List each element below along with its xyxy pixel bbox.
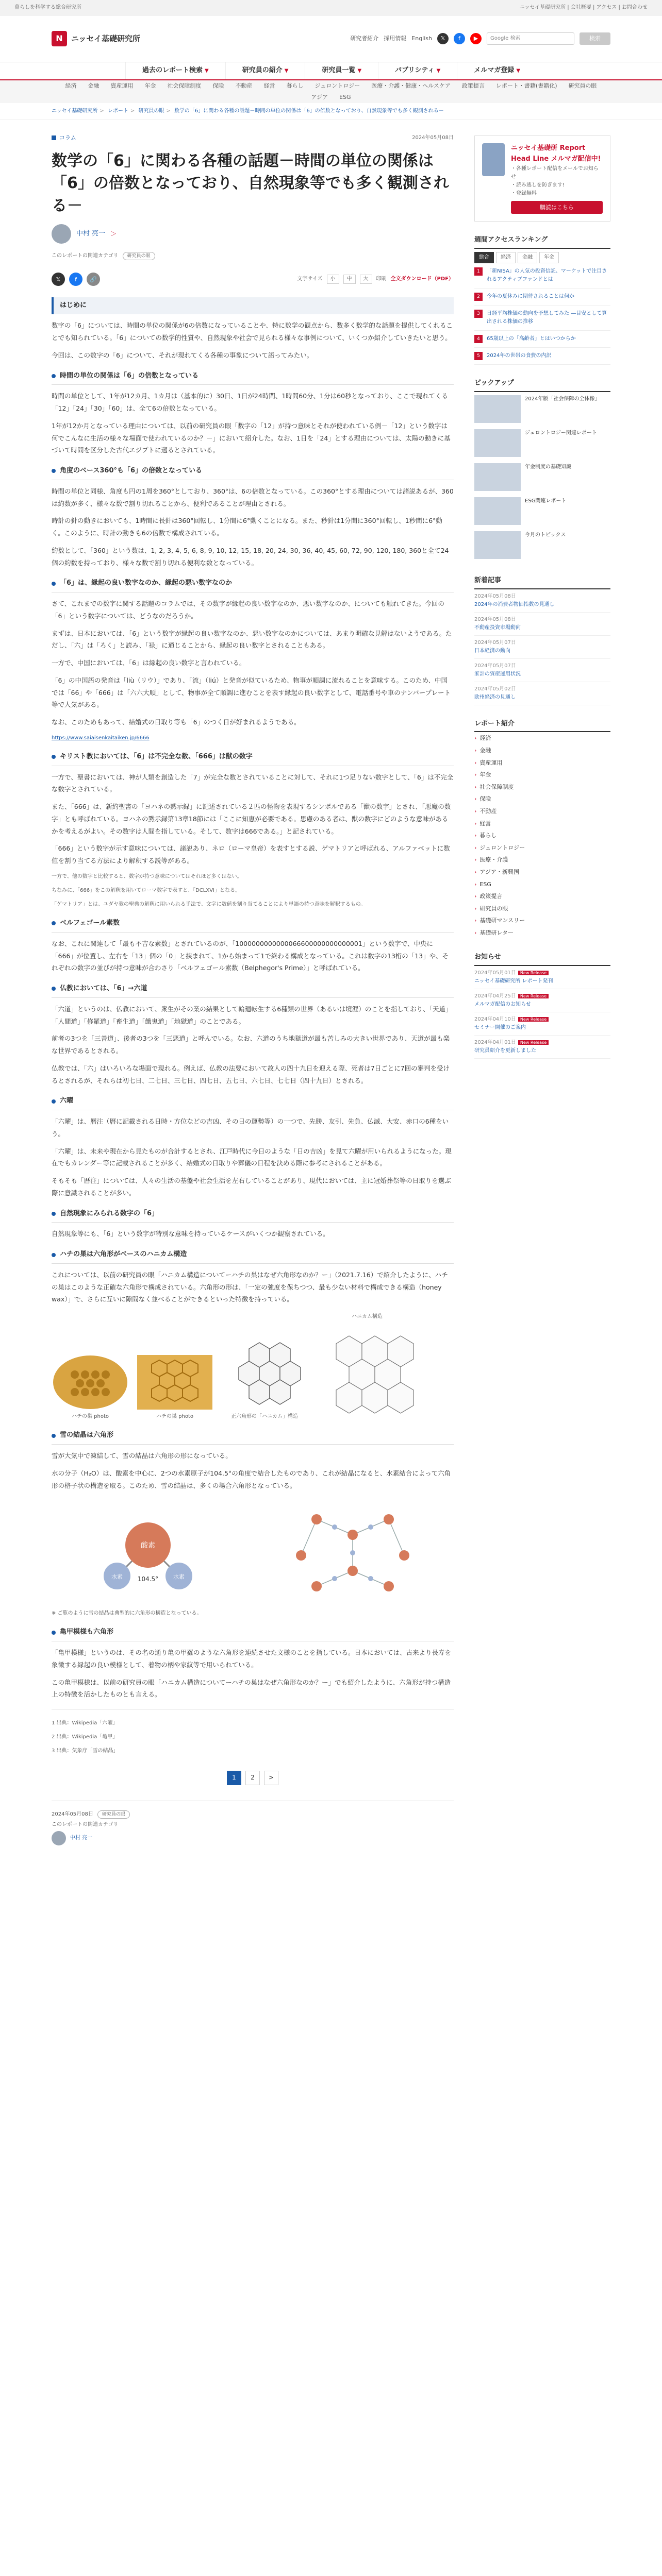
hexagon-pattern-icon — [221, 1338, 308, 1411]
chevron-down-icon: ▼ — [436, 67, 441, 74]
subnav-item[interactable]: 経済 — [65, 82, 77, 90]
page-title: 数学の「6」に関わる各種の話題－時間の単位の関係は「6」の倍数となっており、自然現象等でも多く観測される－ — [52, 151, 449, 215]
gnav-publicity[interactable]: パブリシティ ▼ — [378, 62, 457, 79]
share-link-icon[interactable]: 🔗 — [87, 273, 100, 286]
pickup-item[interactable]: ジェロントロジー関連レポート — [474, 426, 610, 460]
subnav-item[interactable]: 資産運用 — [110, 82, 134, 90]
bullet-icon — [52, 1253, 56, 1257]
pickup-item[interactable]: 2024年版「社会保障の全体像」 — [474, 392, 610, 426]
ranking-item[interactable]: 3 日経平均株価の動向を予想してみた ―目安として算出される株価の推移 — [474, 306, 610, 331]
gnav-researchers[interactable]: 研究員の紹介 ▼ — [225, 62, 305, 79]
author-name[interactable]: 中村 亮一 — [76, 229, 106, 238]
pickup-heading: ピックアップ — [474, 378, 610, 392]
figure-hexagon-caption: 正六角形の「ハニカム」構造 — [221, 1338, 308, 1421]
hydrogen-label-left: 水素 — [111, 1573, 123, 1581]
gnav-mailmagazine[interactable]: メルマガ登録 ▼ — [457, 62, 537, 79]
gnav-researcher-list[interactable]: 研究員一覧 ▼ — [305, 62, 378, 79]
search-label: Google 検索 — [490, 36, 521, 41]
subsection-heading: ハチの巣は六角形がベースのハニカム構造 — [52, 1249, 454, 1264]
subsection-heading: 角度のベース360°も「6」の倍数となっている — [52, 466, 454, 480]
figure-note: ※ ご覧のように雪の結晶は典型的に六角形の構造となっている。 — [52, 1611, 202, 1617]
report-category[interactable]: › 研究員の眼 — [474, 905, 508, 912]
footnote: 「ゲマトリア」とは、ユダヤ教の聖典の解釈に用いられる手法で、文字に数値を割り当てることにより単語の持つ意味を解釈するもの。 — [52, 901, 366, 907]
breadcrumb-home[interactable]: ニッセイ基礎研究所 — [52, 108, 98, 114]
subsection-heading: 仏教においては、「6」→六道 — [52, 984, 454, 998]
ice-lattice-diagram — [286, 1499, 420, 1602]
news-item[interactable]: 2024年05月08日 不動産投資市場動向 — [474, 613, 610, 636]
report-category[interactable]: › ジェロントロジー — [474, 844, 525, 851]
subsection-heading: 六曜 — [52, 1096, 454, 1110]
subnav-item[interactable]: レポート・書籍(書籍化) — [495, 82, 557, 90]
print-button[interactable]: 印刷 — [376, 276, 387, 282]
subnav-item[interactable]: ジェロントロジー — [315, 82, 360, 90]
font-size-small[interactable]: 小 — [327, 275, 339, 284]
subnav-item[interactable]: アジア — [311, 94, 328, 101]
water-molecule-figures — [52, 1499, 454, 1602]
global-nav — [0, 62, 662, 80]
ranking-item[interactable]: 1 「新NISA」の人気の投資信託、マーケットで注目されるアクティブファンドとは — [474, 263, 610, 289]
section-heading: はじめに — [52, 297, 454, 314]
bullet-icon — [52, 582, 56, 586]
font-size-large[interactable]: 大 — [360, 275, 372, 284]
subnav-item[interactable]: 不動産 — [235, 82, 253, 90]
avatar — [52, 1831, 66, 1845]
ranking-item[interactable]: 5 2024年の世帯の食費の内訳 — [474, 348, 610, 365]
ranking-item[interactable]: 4 65歳以上の「高齢者」とはいつからか — [474, 331, 610, 348]
reference-link[interactable]: https://www.saiaisenkaitaiken.jp/6666 — [52, 735, 150, 741]
topbar — [0, 0, 662, 15]
mailmagazine-banner[interactable]: ニッセイ基礎研 Report Head Line メルマガ配信中! ・各種レポート配信をメールでお知らせ ・読み逃しを防ぎます! ・登録無料 購読はこちら — [474, 135, 610, 222]
logo-mark-icon: N — [52, 31, 67, 46]
category-pill[interactable]: 研究員の眼 — [123, 252, 155, 260]
subsection-heading: キリスト教においては、「6」は不完全な数、「666」は獣の数字 — [52, 752, 454, 766]
page-2[interactable]: 2 — [245, 1771, 260, 1785]
figure-honeycomb-photo-1: ハチの巣 photo — [52, 1354, 129, 1421]
subsection-heading: 自然現象にみられる数字の「6」 — [52, 1209, 454, 1223]
chevron-down-icon: ▼ — [357, 67, 362, 74]
breadcrumb-report[interactable]: レポート — [107, 108, 128, 114]
breadcrumb-category[interactable]: 研究員の眼 — [138, 108, 164, 114]
related-category: このレポートの関連カテゴリ 研究員の眼 — [52, 252, 454, 260]
author[interactable] — [52, 224, 454, 244]
facebook-icon[interactable]: f — [454, 33, 465, 44]
subnav-item[interactable]: 金融 — [88, 82, 100, 90]
x-icon[interactable]: 𝕏 — [437, 33, 449, 44]
ranking-tab-finance[interactable]: 金融 — [518, 252, 537, 263]
honeycomb-photo-icon — [136, 1354, 213, 1411]
share-bar: 𝕏 f 🔗 文字サイズ 小 中 大 印刷 全文ダウンロード（PDF） — [52, 273, 454, 286]
chevron-down-icon: ▼ — [516, 67, 521, 74]
youtube-icon[interactable]: ▶ — [470, 33, 482, 44]
search-button[interactable]: 検索 — [580, 32, 610, 45]
report-category[interactable]: › 暮らし — [474, 832, 497, 839]
category-square-icon — [52, 135, 56, 140]
footnote: 一方で、他の数字と比較すると、数字が持つ意味についてはそれほど多くはない。 — [52, 873, 242, 879]
subsection-heading: 時間の単位の関係は「6」の倍数となっている — [52, 371, 454, 385]
report-category[interactable]: › 医療・介護 — [474, 856, 508, 863]
news-item[interactable]: 2024年05月08日 2024年の消費者物価指数の見通し — [474, 589, 610, 613]
avatar — [52, 224, 71, 244]
header-link-researchers[interactable]: 研究者紹介 — [350, 35, 379, 42]
bullet-icon — [52, 1212, 56, 1216]
bullet-icon — [52, 755, 56, 759]
notice-item[interactable]: 2024年04月10日 New Release セミナー開催のご案内 — [474, 1012, 610, 1036]
report-category[interactable]: › 保険 — [474, 795, 491, 803]
notice-item[interactable]: 2024年05月01日 New Release ニッセイ基礎研究所 レポート発刊 — [474, 966, 610, 989]
sub-nav — [0, 80, 662, 103]
bullet-icon — [52, 987, 56, 991]
subscribe-button[interactable]: 購読はこちら — [511, 201, 603, 214]
share-x-icon[interactable]: 𝕏 — [52, 273, 65, 286]
sidebar — [474, 120, 610, 1848]
report-category[interactable]: › アジア・新興国 — [474, 868, 519, 875]
subnav-item[interactable]: ESG — [339, 94, 351, 101]
ranking-tab-economy[interactable]: 経済 — [496, 252, 516, 263]
page-1[interactable]: 1 — [227, 1771, 241, 1785]
chevron-down-icon: ▼ — [205, 67, 209, 74]
ranking-tab-pension[interactable]: 年金 — [539, 252, 559, 263]
news-item[interactable]: 2024年05月07日 家計の資産運用状況 — [474, 659, 610, 682]
subnav-item[interactable]: 社会保障制度 — [167, 82, 202, 90]
bullet-icon — [52, 1434, 56, 1438]
article-end-info: 2024年05月08日 研究員の眼 このレポートの関連カテゴリ 中村 亮一 — [52, 1801, 454, 1845]
report-category[interactable]: › ESG — [474, 880, 491, 888]
header-link-recruit[interactable]: 採用情報 — [384, 35, 407, 42]
honeycomb-photo-icon — [52, 1354, 129, 1411]
bond-angle-label: 104.5° — [137, 1575, 158, 1583]
breadcrumb: ニッセイ基礎研究所 > レポート > 研究員の眼 > 数学の「6」に関わる各種の話題－時間の単位の関係は「6」の倍数となっており、自然現象等でも多く観測される－ — [0, 103, 662, 120]
figure-honeycomb-photo-2: ハチの巣 photo — [136, 1354, 213, 1421]
pdf-download-button[interactable]: 全文ダウンロード（PDF） — [390, 276, 454, 282]
site-logo[interactable] — [52, 31, 140, 46]
author-name[interactable]: 中村 亮一 — [70, 1835, 93, 1841]
font-size-medium[interactable]: 中 — [343, 275, 356, 284]
report-category[interactable]: › 基礎研マンスリー — [474, 917, 525, 924]
ranking-item[interactable]: 2 今年の夏休みに期待されることは何か — [474, 289, 610, 306]
pagination — [52, 1771, 454, 1785]
subnav-item[interactable]: 保険 — [212, 82, 224, 90]
honeycomb-3d-icon — [316, 1323, 419, 1421]
ranking-heading: 週間アクセスランキング — [474, 235, 610, 249]
header-link-english[interactable]: English — [411, 35, 432, 42]
report-category[interactable]: › 経済 — [474, 735, 491, 742]
report-category[interactable]: › 社会保障制度 — [474, 783, 514, 790]
subsection-heading: 雪の結晶は六角形 — [52, 1430, 454, 1445]
report-category[interactable]: › 不動産 — [474, 807, 497, 815]
chevron-down-icon: ▼ — [284, 67, 289, 74]
magazine-illustration — [482, 143, 505, 176]
reports-heading: レポート紹介 — [474, 719, 610, 733]
honeycomb-figures — [52, 1313, 454, 1421]
report-category[interactable]: › 基礎研レター — [474, 929, 514, 936]
subnav-item[interactable]: 政策提言 — [461, 82, 485, 90]
water-molecule-diagram — [86, 1499, 210, 1602]
subnav-item[interactable]: 暮らし — [286, 82, 304, 90]
logo-text: ニッセイ基礎研究所 — [71, 34, 140, 43]
header-right — [350, 32, 610, 45]
article-date: 2024年05月08日 — [412, 134, 454, 141]
subsection-heading: 「6」は、縁起の良い数字なのか、縁起の悪い数字なのか — [52, 578, 454, 592]
pickup-item[interactable]: ESG関連レポート — [474, 494, 610, 528]
site-header — [0, 15, 662, 62]
report-category[interactable]: › 資産運用 — [474, 759, 503, 766]
subnav-item[interactable]: 医療・介護・健康・ヘルスケア — [371, 82, 451, 90]
search-input[interactable] — [487, 32, 574, 45]
topbar-links[interactable]: ニッセイ基礎研究所 | 会社概要 | アクセス | お問合わせ — [519, 4, 648, 10]
notice-item[interactable]: 2024年04月25日 New Release メルマガ配信のお知らせ — [474, 989, 610, 1012]
pickup-item[interactable]: 年金制度の基礎知識 — [474, 460, 610, 494]
figure-honeycomb-structure: ハニカム構造 — [316, 1313, 419, 1421]
oxygen-label: 酸素 — [140, 1541, 155, 1550]
report-category[interactable]: › 経営 — [474, 820, 491, 827]
report-category[interactable]: › 政策提言 — [474, 893, 503, 900]
topbar-tagline: 暮らしを科学する総合研究所 — [14, 4, 81, 10]
news-item[interactable]: 2024年05月02日 欧州経済の見通し — [474, 682, 610, 705]
footnotes: 1 出典：Wikipedia「六曜」 2 出典：Wikipedia「亀甲」 3 出典：気象庁「雪の結晶」 — [52, 1709, 454, 1755]
subnav-item[interactable]: 経営 — [263, 82, 275, 90]
share-facebook-icon[interactable]: f — [69, 273, 82, 286]
report-category[interactable]: › 年金 — [474, 771, 491, 778]
pickup-item[interactable]: 今月のトピックス — [474, 528, 610, 562]
subsection-heading: 亀甲模様も六角形 — [52, 1627, 454, 1641]
notice-heading: お知らせ — [474, 952, 610, 966]
bullet-icon — [52, 374, 56, 378]
article-category[interactable]: コラム — [52, 133, 76, 143]
breadcrumb-current: 数学の「6」に関わる各種の話題－時間の単位の関係は「6」の倍数となっており、自然現象等でも多く観測される－ — [174, 108, 444, 114]
page-next[interactable]: > — [264, 1771, 278, 1785]
report-category[interactable]: › 金融 — [474, 747, 491, 754]
category-pill[interactable]: 研究員の眼 — [97, 1810, 130, 1819]
article-main: コラム 2024年05月08日 数学の「6」に関わる各種の話題－時間の単位の関係は「6」の倍数となっており、自然現象等でも多く観測される－ 中村 亮一 ＞ このレポートの関連カテゴリ 研究員の眼 𝕏 f 🔗 文字サイズ 小 中 大 印刷 全文ダウンロード（PDF） はじめに 数字の「6」については、時間の単位の関係が6の倍数になっていることや、特に数学の観点から、数多く数学的な話題を提供してくれることでも知られている。「6」についての数学的性質や、自然現象や社会で見られる様々な事例について、いくつか紹介していきたいと思う。 今回は、この数字の「6」について、それが現れてくる各種の事象について語ってみたい。 時間の単位の関係は「6」の倍数となっている 時間の単位として、1年が12カ月、1カ月は（基本的に）30日、1日が24時間、1時間60分、1分は60秒となっており、ここで現れてくる「12」「24」「30」「60」は、全て6の倍数となっている。 1年が12か月となっている理由については、以前の研究員の眼「数字の「12」が持つ意味とそれが使われている例－「12」という数字は何でこんなに生活の様々な場面で使われているのか？－」において紹介した。なお、1日を「24」とする理由については、太陽の動きに基づいて時間を区分した古代エジプトに遡るとされている。 角度のベース360°も「6」の倍数となっている 時間の単位と同様、角度も円の1周を360°としており、360°は、6の倍数となっている。この360°とする理由については諸説あるが、360は約数が多く、様々な数で割り切れることから、便利であることが理由とされる。 時計の針の動きにおいても、1時間に長針は360°回転し、1分間に6°動くことになる。また、秒針は1分間に360°回転し、1秒間に6°動く。このように、時計の動きも6の倍数で構成されている。 約数として、「360」という数は、1, 2, 3, 4, 5, 6, 8, 9, 10, 12, 15, 18, 20, 24, 30, 36, 40, 45, 60, 72, 90, 120, 180, 360と全て24個の約数を持っており、様々な数で割り切れる便利な数となっている。 「6」は、縁起の良い数字なのか、縁起の悪い数字なのか さて、これまでの数字に関する話題のコラムでは、その数字が縁起の良い数字なのか、悪い数字なのか、についても触れてきた。今回の「6」という数字については、どうなのだろうか。 まずは、日本においては、「6」という数字が縁起の良い数字なのか、悪い数字なのかについては、あまり明確な見解はないようである。ただし、「六」は「ろく」と読み、「禄」に通じることから、縁起の良い数字とされることもある。 一方で、中国においては、「6」は縁起の良い数字と言われている。 「6」の中国語の発音は「liù（リウ）」であり、「流」（liú）と発音が似ているため、物事が順調に流れることを意味する。このため、中国では「66」や「666」は「六六大順」として、物事が全て順調に進むことを表す縁起の良い数字として、電話番号や車のナンバープレート等で人気がある。 なお、このためもあって、結婚式の日取り等も「6」のつく日が好まれるようである。 https://www.saiaisenkaitaiken.jp/6666 キリスト教においては、「6」は不完全な数、「666」は獣の数字 一方で、聖書においては、神が人類を創造した「7」が完全な数とされていることに対して、それに1つ足りない数字として、「6」は不完全な数字とされている。 また、「666」は、新約聖書の「ヨハネの黙示録」に記述されている２匹の怪物を表現するシンボルである「獣の数字」とされ、「悪魔の数字」とも呼ばれている。ヨハネの黙示録第13章18節には「ここに知恵が必要である。思慮のある者は、獣の数字にどのような意味があるかを考えるがよい。その数字は人間を指している。そして、数字は666である。」と記されている。 「666」という数字が示す意味については、諸説あり、ネロ（ローマ皇帝）を表すとする説、ゲマトリアと呼ばれる、アルファベットに数値を割り当てる方法により解釈する説等がある。 一方で、他の数字と比較すると、数字が持つ意味についてはそれほど多くはない。 ちなみに、「666」をこの解釈を用いてローマ数字で表すと、「DCLXVI」となる。 「ゲマトリア」とは、ユダヤ教の聖典の解釈に用いられる手法で、文字に数値を割り当てることにより単語の持つ意味を解釈するもの。 ベルフェゴール素数 なお、これに関連して「最も不吉な素数」とされているのが、「1000000000000066600000000000001」という数字で、中央に「666」が位置し、左右を「13」個の「0」と挟まれて、1から始まって1で終わる構成となっている。これは数字の13桁の「13」や、それぞれの数字の並びが持つ意味が合わさり「ベルフェゴール素数（Belphegor's Prime）」と呼ばれている。 仏教においては、「6」→六道 「六道」というのは、仏教において、衆生がその業の結果として輪廻転生する6種類の世界（あるいは境涯）のことを指しており、「天道」「人間道」「修羅道」「畜生道」「餓鬼道」「地獄道」のことである。 前者の3つを「三善道」、後者の3つを「三悪道」と呼んでいる。なお、六道のうち地獄道が最も苦しみの大きい世界であり、天道が最も楽な世界であるとされる。 仏教では、「六」はいろいろな場面で現れる。例えば、仏教の法要において故人の四十九日を迎える際、死者は7日ごとに7回の審判を受けるとされるが、それらは初七日、二七日、三七日、四七日、五七日、六七日、七七日（四十九日）とされる。 六曜 「六曜」は、暦注（暦に記載される日時・方位などの吉凶、その日の運勢等）の一つで、先勝、友引、先負、仏滅、大安、赤口の6種をいう。 「六曜」は、未来や現在から見たものが合計するとされ、江戸時代に今日のような「日の吉凶」を見て六曜が用いられるようになった。現在でもカレンダー等に記載されることが多く、結婚式の日取りや葬儀の日程を決める際に参考にされることがある。 そもそも「暦注」については、人々の生活の基盤や社会生活を左右していることがあり、現代においては、主に冠婚葬祭等の日取りを選ぶ際に意識されることが多い。 自然現象にみられる数字の「6」 自然現象等にも、「6」という数字が特別な意味を持っているケースがいくつか観察されている。 ハチの巣は六角形がベースのハニカム構造 これについては、以前の研究員の眼「ハニカム構造についてーハチの巣はなぜ六角形なのか？ー」（2021.7.16）で紹介したように、ハチの巣はこのような正確な六角形で構成されている。六角形の形は、「一定の強度を保ちつつ、最も少ない材料で構成できる構造（honey wax）」で、さらに互いに隙間なく並べることができるといった特徴を持っている。 ハチの巣 photo ハチの巣 photo 正六角形の「ハニカム」構造 ハニカム構造 雪の結晶は六角形 雪が大気中で凍結して、雪の結晶は六角形の形になっている。 水の分子（H₂O）は、酸素を中心に、2つの水素原子が104.5°の角度で結合したものであり、これが結晶になると、水素結合によって六角形の格子状の構造を取る。このため、雪の結晶は、多くの場合六角形となっている。 酸素 水素 水素 104.5° ※ ご覧のように雪の結晶は典型的に六角形の構造となっている。 亀甲模様も六角形 「亀甲模様」というのは、その名の通り亀の甲羅のような六角形を連続させた文様のことを指している。日本においては、古来より長寿を象徴する縁起の良い模様として、着物の柄や家紋等で用いられている。 この亀甲模様は、以前の研究員の眼「ハニカム構造についてーハチの巣はなぜ六角形なのか？ー」でも紹介したように、六角形が持つ構造上の特徴を活かしたものとも言える。 1 出典：Wikipedia「六曜」 2 出典：Wikipedia「亀甲」 3 出典：気象庁「雪の結晶」 1 2 > 2024年05月08日 研究員の眼 このレポートの関連カテゴリ 中村 亮一 — [52, 120, 454, 1848]
news-heading: 新着記事 — [474, 575, 610, 589]
bullet-icon — [52, 1099, 56, 1104]
subnav-item[interactable]: 年金 — [144, 82, 156, 90]
subnav-item[interactable]: 研究員の眼 — [568, 82, 597, 90]
bullet-icon — [52, 1631, 56, 1635]
bullet-icon — [52, 469, 56, 473]
gnav-report-search[interactable]: 過去のレポート検索 ▼ — [125, 62, 225, 79]
news-item[interactable]: 2024年05月07日 日本経済の動向 — [474, 636, 610, 659]
hydrogen-label-right: 水素 — [173, 1573, 185, 1581]
ranking-tab-all[interactable]: 総合 — [474, 252, 494, 263]
footnote: ちなみに、「666」をこの解釈を用いてローマ数字で表すと、「DCLXVI」となる。 — [52, 887, 240, 893]
author-more-link[interactable]: ＞ — [110, 230, 117, 238]
notice-item[interactable]: 2024年04月01日 New Release 研究員紹介を更新しました — [474, 1036, 610, 1059]
bullet-icon — [52, 921, 56, 925]
subsection-heading: ベルフェゴール素数 — [52, 918, 454, 933]
